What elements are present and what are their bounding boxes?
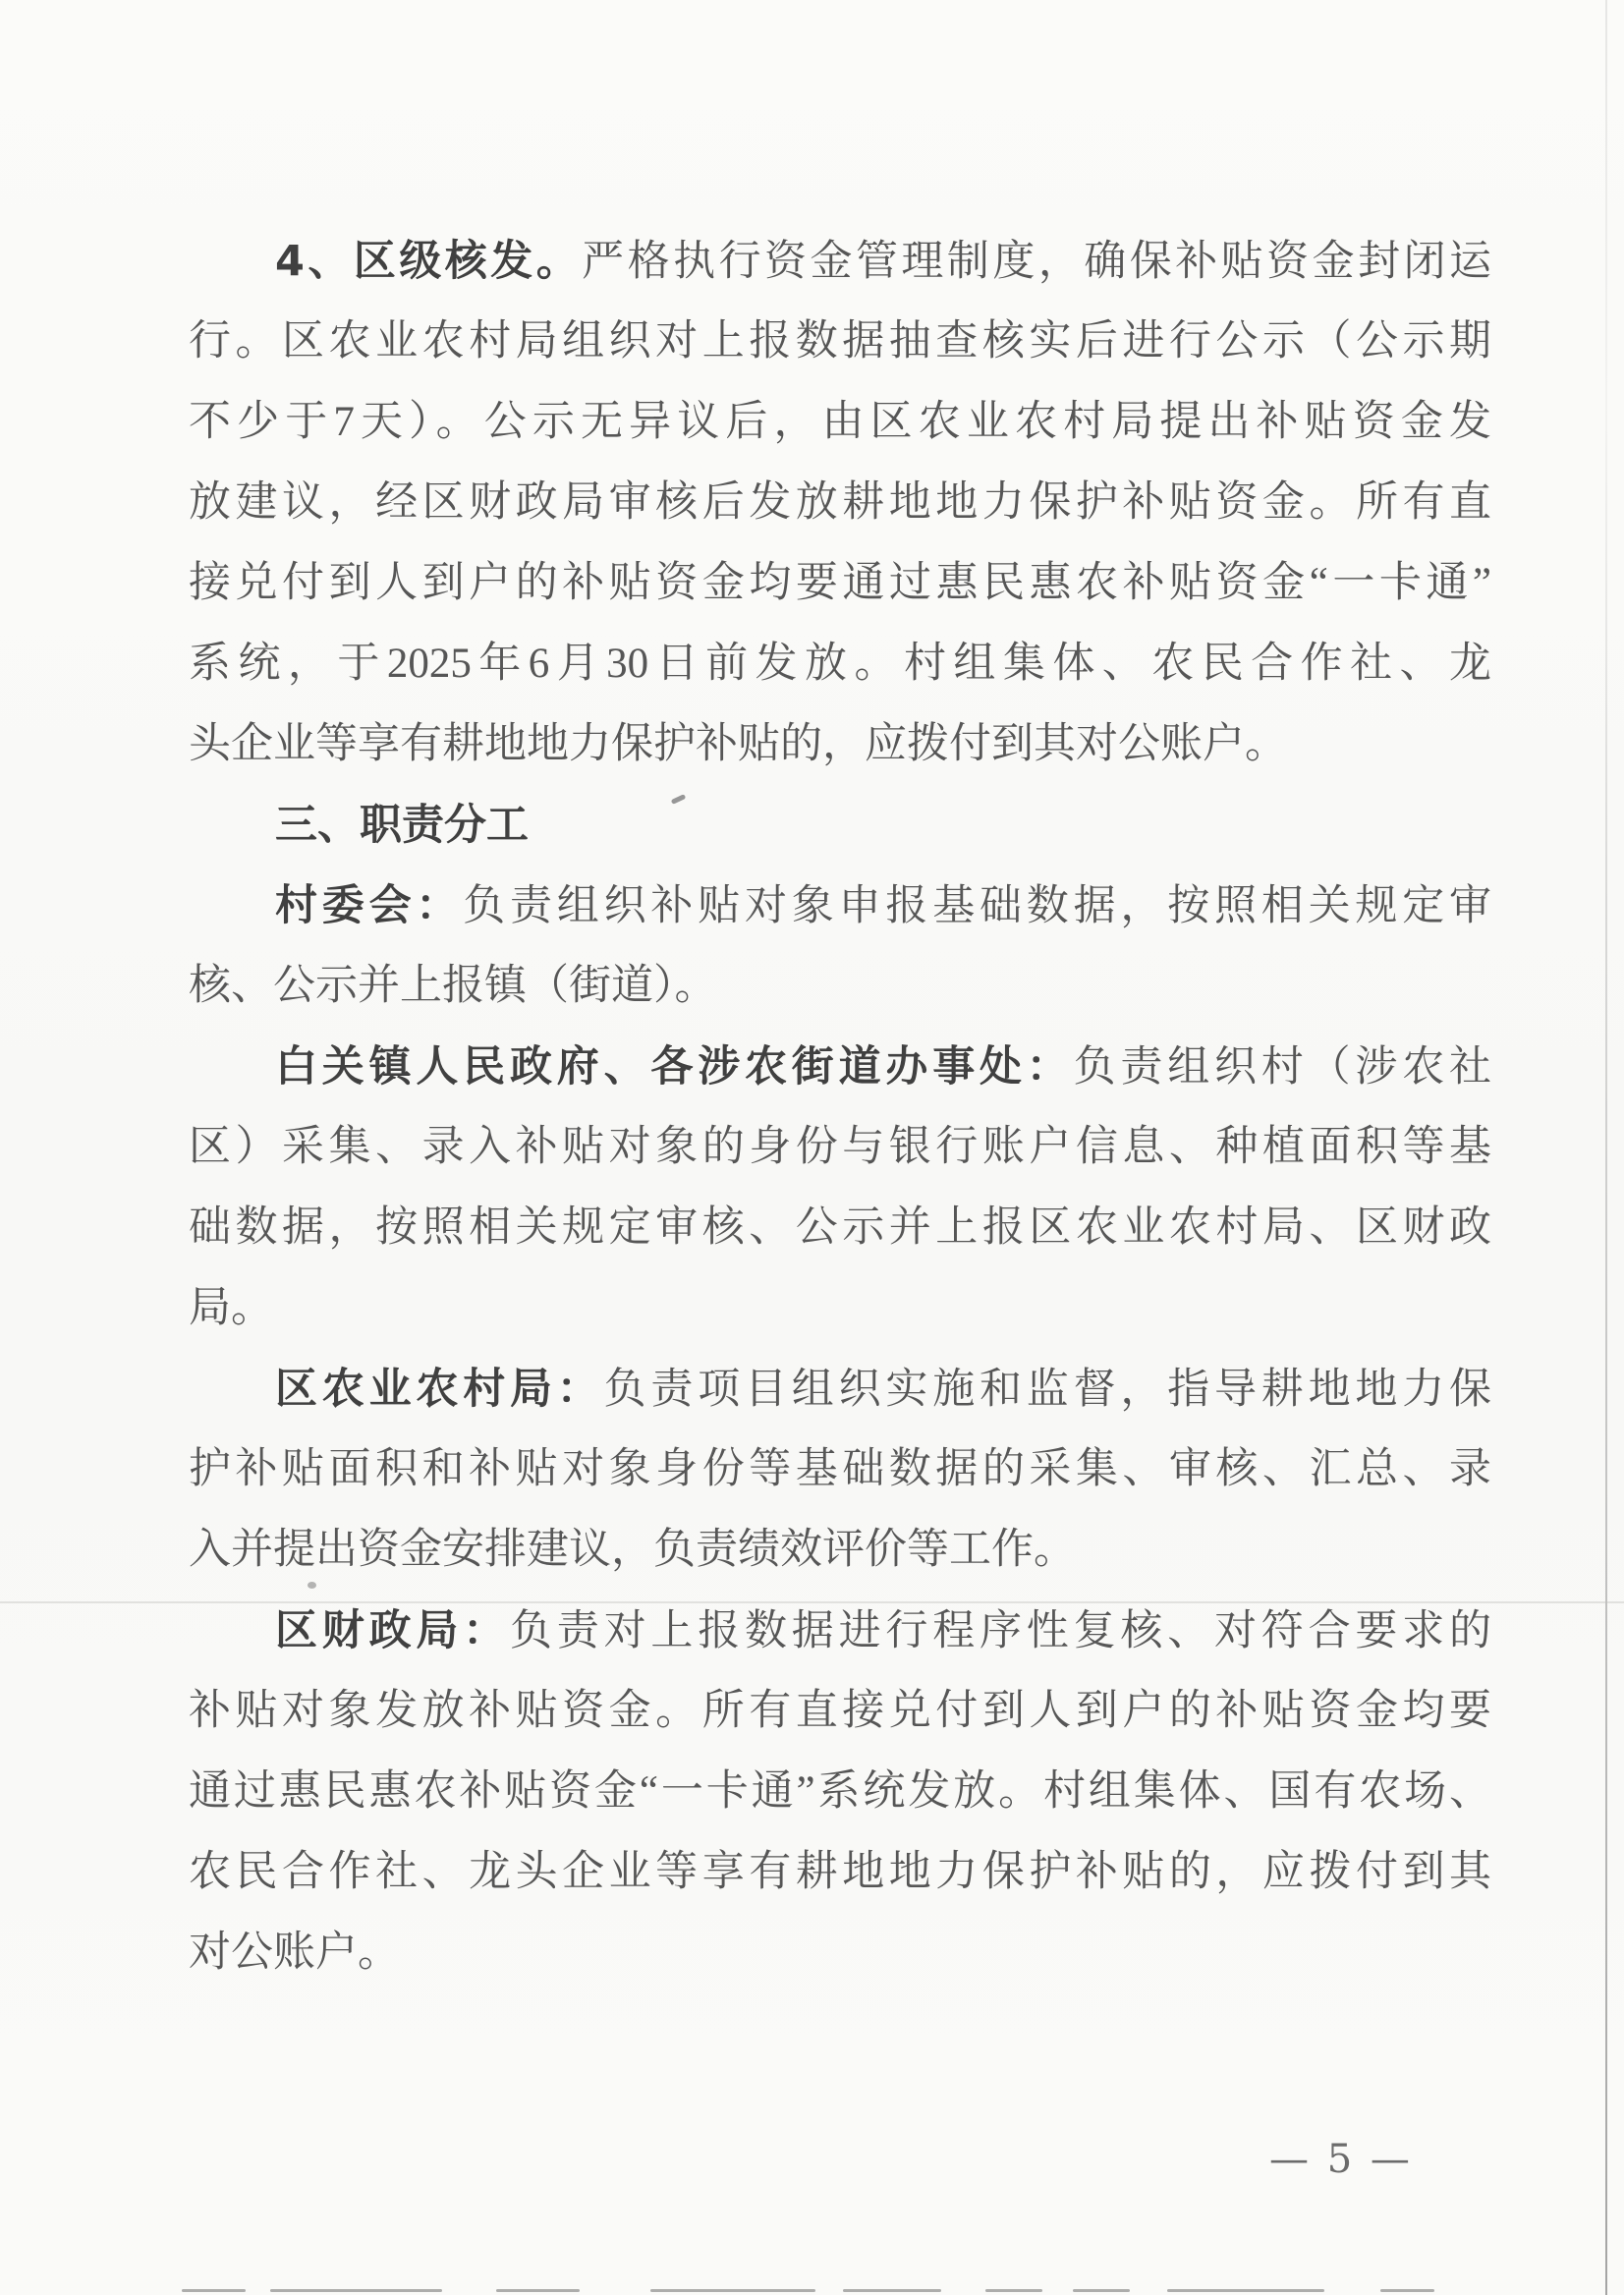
scan-fold-line-artifact [0, 1601, 1624, 1603]
paragraph-lead: 村委会： [275, 881, 464, 930]
text-line: 接兑付到人到户的补贴资金均要通过惠民惠农补贴资金“一卡通” [189, 560, 1491, 606]
text-line: 放建议，经区财政局审核后发放耕地地力保护补贴资金。所有直 [189, 479, 1491, 526]
text-line: 通过惠民惠农补贴资金“一卡通”系统发放。村组集体、国有农场、 [189, 1768, 1491, 1815]
scan-noise [1167, 2289, 1324, 2292]
page-number: — 5 — [1269, 2137, 1413, 2182]
scan-noise [182, 2289, 246, 2292]
paragraph-finance-bureau [189, 1591, 1491, 1993]
text-line: 不少于7天）。公示无异议后，由区农业农村局提出补贴资金发 [189, 399, 1491, 445]
text-line: 农民合作社、龙头企业等享有耕地地力保护补贴的，应拨付到其 [189, 1849, 1491, 1895]
text-line: 对公账户。 [189, 1930, 400, 1976]
text-line: 行。区农业农村局组织对上报数据抽查核实后进行公示（公示期 [189, 318, 1491, 364]
text-line: 核、公示并上报镇（街道）。 [189, 963, 717, 1009]
scan-noise [1073, 2289, 1130, 2292]
text-line: 入并提出资金安排建议，负责绩效评价等工作。 [189, 1527, 1076, 1573]
paragraph-village-committee [189, 866, 1491, 1027]
paragraph-lead: 区财政局： [275, 1606, 510, 1655]
text-line: 白关镇人民政府、各涉农街道办事处：负责组织村（涉农社 [275, 1042, 1491, 1092]
scan-dot-artifact [308, 1582, 316, 1589]
text-line: 护补贴面积和补贴对象身份等基础数据的采集、审核、汇总、录 [189, 1446, 1491, 1492]
scan-noise [843, 2289, 941, 2292]
scan-noise [270, 2289, 442, 2292]
scan-noise [985, 2289, 1042, 2292]
text-line: 区农业农村局：负责项目组织实施和监督，指导耕地地力保 [275, 1365, 1491, 1414]
paragraph-lead: 三、职责分工 [275, 801, 529, 850]
scan-noise [1380, 2289, 1434, 2292]
document-body [189, 221, 1491, 1993]
text-line: 区财政局：负责对上报数据进行程序性复核、对符合要求的 [275, 1606, 1491, 1655]
scan-noise [650, 2289, 815, 2292]
text-line: 系统，于2025年6月30日前发放。村组集体、农民合作社、龙 [189, 641, 1491, 687]
scan-noise [496, 2289, 580, 2292]
paragraph-agriculture-bureau [189, 1349, 1491, 1591]
text-line: 局。 [189, 1285, 273, 1331]
text-line: 4、区级核发。严格执行资金管理制度，确保补贴资金封闭运 [275, 237, 1491, 286]
heading-duties [189, 785, 1491, 866]
paragraph-lead: 区农业农村局： [275, 1365, 604, 1414]
text-line: 区）采集、录入补贴对象的身份与银行账户信息、种植面积等基 [189, 1124, 1491, 1170]
text-line: 补贴对象发放补贴资金。所有直接兑付到人到户的补贴资金均要 [189, 1688, 1491, 1734]
scan-edge-line-artifact [1605, 0, 1607, 2295]
paragraph-district-issuance [189, 221, 1491, 785]
text-line: 村委会：负责组织补贴对象申报基础数据，按照相关规定审 [275, 881, 1491, 930]
paragraph-lead: 4、区级核发。 [275, 237, 583, 286]
paragraph-town-government [189, 1027, 1491, 1349]
text-line: 头企业等享有耕地地力保护补贴的，应拨付到其对公账户。 [189, 721, 1287, 767]
text-line: 础数据，按照相关规定审核、公示并上报区农业农村局、区财政 [189, 1204, 1491, 1251]
section-heading [189, 785, 1491, 866]
paragraph-lead: 白关镇人民政府、各涉农街道办事处： [275, 1042, 1074, 1092]
